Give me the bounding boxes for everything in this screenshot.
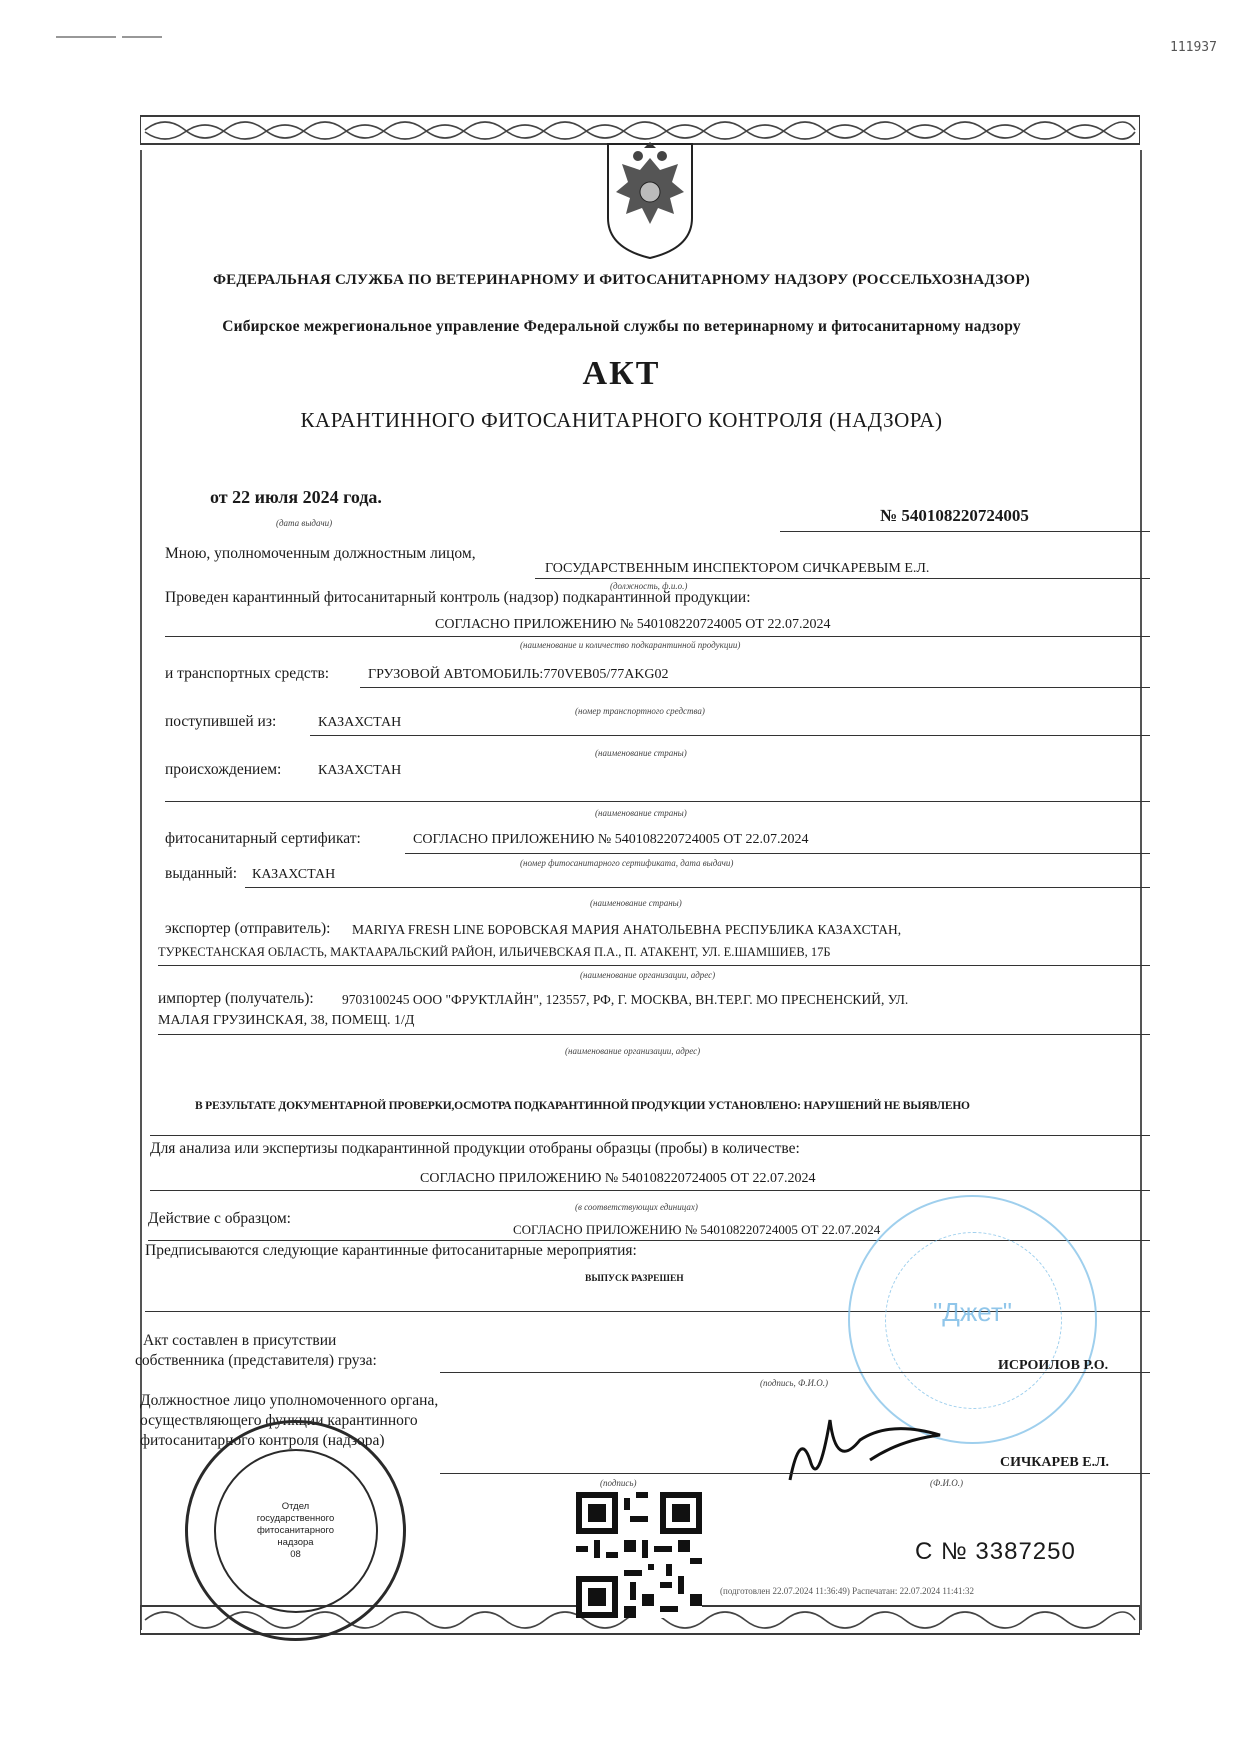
department-name: Сибирское межрегиональное управление Федеральной службы по ветеринарному и фитосанитарному надзору [222, 318, 1021, 335]
divider [165, 636, 1150, 637]
control-caption: (наименование и количество подкарантинной продукции) [520, 640, 741, 650]
official-label-line-3: фитосанитарного контроля (надзора) [140, 1432, 385, 1449]
owner-name: ИСРОИЛОВ Р.О. [998, 1358, 1109, 1373]
transport-value: ГРУЗОВОЙ АВТОМОБИЛЬ:770VEB05/77AKG02 [368, 667, 669, 682]
inspector-caption: (должность, ф.и.о.) [610, 581, 688, 591]
divider [440, 1473, 1150, 1474]
origin-caption: (наименование страны) [595, 808, 687, 818]
owner-caption: (подпись, Ф.И.О.) [760, 1378, 829, 1388]
certificate-label: фитосанитарный сертификат: [165, 830, 361, 847]
owner-label-line-2: собственника (представителя) груза: [135, 1352, 377, 1369]
control-label: Проведен карантинный фитосанитарный контроль (надзор) подкарантинной продукции: [165, 589, 751, 606]
scan-corner-number: 111937 [1170, 40, 1217, 55]
samples-caption: (в соответствующих единицах) [575, 1202, 698, 1212]
transport-label: и транспортных средств: [165, 665, 330, 682]
print-timestamp: (подготовлен 22.07.2024 11:36:49) Распечатан: 22.07.2024 11:41:32 [720, 1586, 975, 1596]
issue-date: от 22 июля 2024 года. [210, 487, 382, 507]
issued-by-caption: (наименование страны) [590, 898, 682, 908]
measures-value: ВЫПУСК РАЗРЕШЕН [585, 1274, 684, 1284]
arrived-from-label: поступившей из: [165, 713, 277, 730]
divider [405, 853, 1150, 854]
divider [245, 887, 1150, 888]
divider [150, 1190, 1150, 1191]
control-value: СОГЛАСНО ПРИЛОЖЕНИЮ № 540108220724005 ОТ 22.07.2024 [435, 617, 831, 632]
name-caption: (Ф.И.О.) [930, 1478, 963, 1488]
official-seal [185, 1420, 406, 1641]
scan-artifact [56, 36, 116, 38]
divider [535, 578, 1150, 579]
exporter-value-line-1: MARIYA FRESH LINE БОРОВСКАЯ МАРИЯ АНАТОЛЬЕВНА РЕСПУБЛИКА КАЗАХСТАН, [352, 922, 902, 937]
origin-label: происхождением: [165, 761, 282, 778]
act-number: № 540108220724005 [880, 506, 1029, 525]
document-title: АКТ [582, 355, 661, 392]
stamp-text: "Джет" [933, 1297, 1012, 1327]
owner-label-line-1: Акт составлен в присутствии [143, 1332, 337, 1349]
divider [360, 687, 1150, 688]
samples-label: Для анализа или экспертизы подкарантинной продукции отобраны образцы (пробы) в количестве: [150, 1140, 800, 1157]
importer-value-line-2: МАЛАЯ ГРУЗИНСКАЯ, 38, ПОМЕЩ. 1/Д [158, 1013, 415, 1028]
seal-line: Отдел [281, 1501, 310, 1512]
coat-of-arms-icon [600, 140, 700, 260]
divider [150, 1135, 1150, 1136]
exporter-value-line-2: ТУРКЕСТАНСКАЯ ОБЛАСТЬ, МАКТААРАЛЬСКИЙ РАЙОН, ИЛЬИЧЕВСКАЯ П.А., П. АТАКЕНТ, УЛ. Е.ШАМШИЕВ, 17Б [158, 945, 831, 959]
arrived-from-value: КАЗАХСТАН [318, 715, 402, 730]
divider [158, 1034, 1150, 1035]
seal-line: фитосанитарного [256, 1525, 335, 1536]
seal-line: 08 [290, 1549, 301, 1560]
certificate-value: СОГЛАСНО ПРИЛОЖЕНИЮ № 540108220724005 ОТ 22.07.2024 [413, 832, 809, 847]
seal-line: надзора [277, 1537, 314, 1548]
importer-label: импортер (получатель): [158, 990, 314, 1007]
samples-value: СОГЛАСНО ПРИЛОЖЕНИЮ № 540108220724005 ОТ 22.07.2024 [420, 1171, 816, 1186]
origin-value: КАЗАХСТАН [318, 763, 402, 778]
signature-caption: (подпись) [600, 1478, 637, 1488]
official-label-line-1: Должностное лицо уполномоченного органа, [140, 1392, 439, 1409]
measures-label: Предписываются следующие карантинные фитосанитарные мероприятия: [145, 1242, 637, 1259]
divider [310, 735, 1150, 736]
exporter-label: экспортер (отправитель): [165, 920, 331, 937]
qr-code-icon [576, 1492, 702, 1618]
divider [158, 965, 1150, 966]
inspector-label: Мною, уполномоченным должностным лицом, [165, 545, 476, 562]
inspection-result: В РЕЗУЛЬТАТЕ ДОКУМЕНТАРНОЙ ПРОВЕРКИ,ОСМОТРА ПОДКАРАНТИННОЙ ПРОДУКЦИИ УСТАНОВЛЕНО: НАРУШЕНИЙ НЕ ВЫЯВЛЕНО [195, 1100, 970, 1112]
official-name: СИЧКАРЕВ Е.Л. [1000, 1455, 1110, 1470]
issued-by-label: выданный: [165, 865, 238, 882]
agency-name: ФЕДЕРАЛЬНАЯ СЛУЖБА ПО ВЕТЕРИНАРНОМУ И ФИТОСАНИТАРНОМУ НАДЗОРУ (РОССЕЛЬХОЗНАДЗОР) [213, 272, 1030, 288]
issued-by-value: КАЗАХСТАН [252, 867, 336, 882]
certificate-caption: (номер фитосанитарного сертификата, дата выдачи) [520, 858, 734, 868]
official-label-line-2: осуществляющего функции карантинного [140, 1412, 418, 1429]
sample-action-value: СОГЛАСНО ПРИЛОЖЕНИЮ № 540108220724005 ОТ 22.07.2024 [513, 1222, 881, 1237]
seal-line: государственного [256, 1513, 335, 1524]
scan-artifact [122, 36, 162, 38]
transport-caption: (номер транспортного средства) [575, 706, 705, 716]
inspector-value: ГОСУДАРСТВЕННЫМ ИНСПЕКТОРОМ СИЧКАРЕВЫМ Е.Л. [545, 561, 930, 576]
arrived-from-caption: (наименование страны) [595, 748, 687, 758]
document-subtitle: КАРАНТИННОГО ФИТОСАНИТАРНОГО КОНТРОЛЯ (НАДЗОРА) [300, 408, 943, 432]
issue-date-caption: (дата выдачи) [276, 518, 333, 528]
importer-value-line-1: 9703100245 ООО "ФРУКТЛАЙН", 123557, РФ, Г. МОСКВА, ВН.ТЕР.Г. МО ПРЕСНЕНСКИЙ, УЛ. [342, 992, 909, 1007]
importer-caption: (наименование организации, адрес) [565, 1046, 701, 1056]
seal-center-text [188, 1501, 403, 1561]
form-serial-number: С № 3387250 [915, 1538, 1076, 1565]
divider [780, 531, 1150, 532]
divider [165, 801, 1150, 802]
sample-action-label: Действие с образцом: [148, 1210, 291, 1227]
exporter-caption: (наименование организации, адрес) [580, 970, 716, 980]
